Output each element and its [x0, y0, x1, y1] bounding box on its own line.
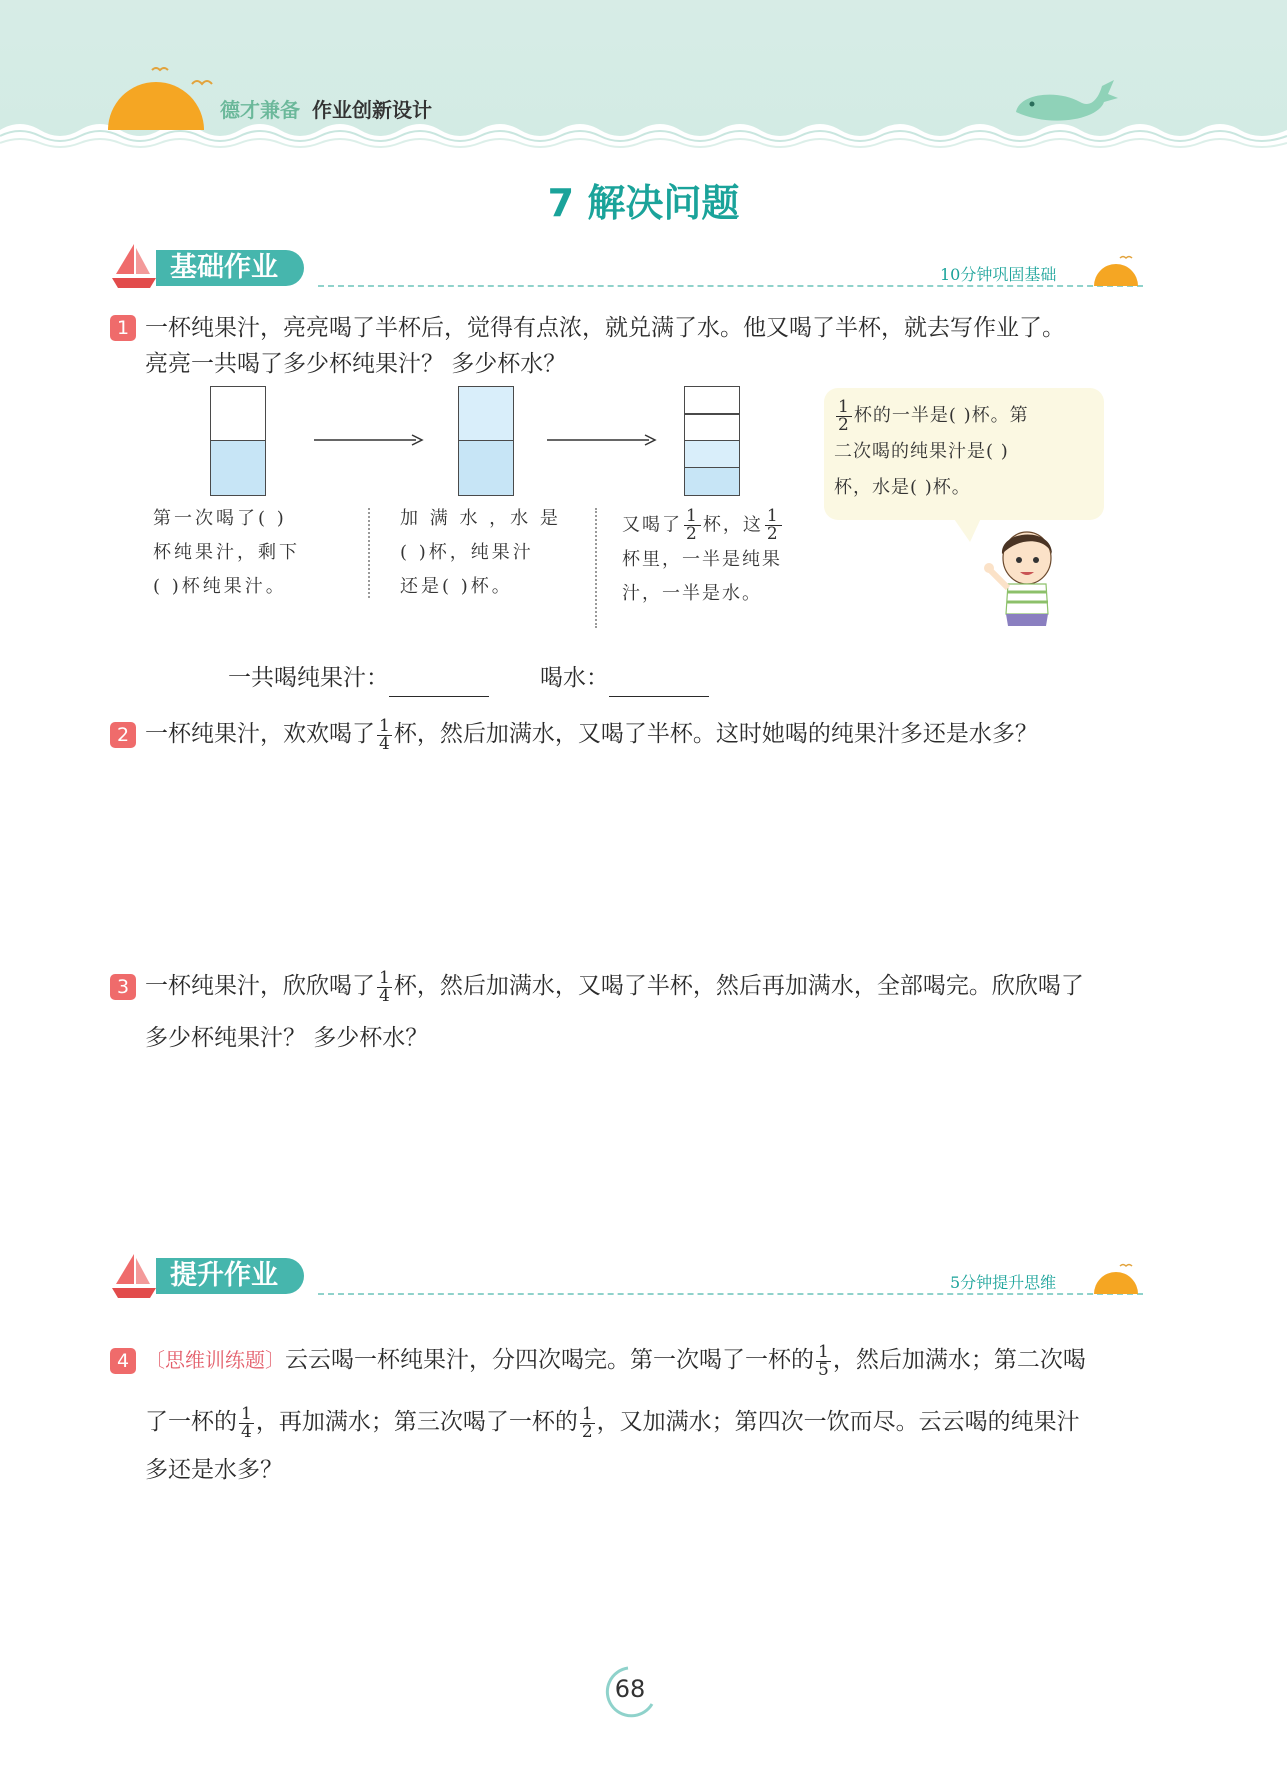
- divider: [368, 508, 370, 598]
- question-number: 4: [110, 1348, 136, 1374]
- section-advanced-title: 提升作业: [156, 1258, 304, 1294]
- brand-subtitle: 作业创新设计: [312, 98, 432, 122]
- section-advanced-note: 5分钟提升思维: [950, 1273, 1057, 1292]
- bubble-tail: [952, 516, 982, 546]
- question-number: 3: [110, 974, 136, 1000]
- question-text: 一杯纯果汁，亮亮喝了半杯后，觉得有点浓，就兑满了水。他又喝了半杯，就去写作业了。: [145, 315, 1065, 341]
- sailboat-icon: [110, 1250, 160, 1302]
- section-divider: [318, 1293, 1143, 1295]
- question-text: 多少杯纯果汁？ 多少杯水？: [145, 1025, 429, 1051]
- whale-icon: [1010, 72, 1120, 132]
- boy-illustration: [980, 524, 1070, 628]
- bird-icon: [190, 76, 214, 90]
- step-caption: 第一次喝了( ) 杯纯果汁，剩下 ( )杯纯果汁。: [153, 508, 300, 597]
- fraction: $\frac{1}{4}$: [241, 1403, 252, 1442]
- answer-blank[interactable]: [609, 660, 709, 697]
- answer-blank[interactable]: [389, 660, 489, 697]
- question-tag: 〔思维训练题〕: [145, 1348, 285, 1372]
- question-text: 了一杯的 $\frac{1}{4}$ ，再加满水；第三次喝了一杯的 $\frac{1}{2}$ ，又加满水；第四次一饮而尽。云云喝的纯果汁: [145, 1403, 1080, 1442]
- arrow-icon: [312, 432, 424, 448]
- section-basic-note: 10分钟巩固基础: [940, 265, 1057, 284]
- question-number: 2: [110, 722, 136, 748]
- question-text: 〔思维训练题〕云云喝一杯纯果汁，分四次喝完。第一次喝了一杯的 $\frac{1}{5}$ ，然后加满水；第二次喝: [145, 1341, 1086, 1380]
- section-divider: [318, 285, 1143, 287]
- answer-label-juice: 一共喝纯果汁：: [228, 665, 389, 691]
- sun-icon: [1090, 252, 1146, 292]
- answer-label-water: 喝水：: [540, 665, 609, 691]
- fraction: $\frac{1}{4}$: [379, 715, 390, 754]
- sun-icon: [100, 62, 210, 132]
- arrow-icon: [545, 432, 657, 448]
- step-caption: 加 满 水 ，水 是 ( )杯，纯果汁 还是( )杯。: [400, 508, 561, 597]
- divider: [595, 508, 597, 628]
- sailboat-icon: [110, 240, 160, 292]
- question-number: 1: [110, 315, 136, 341]
- fraction: $\frac{1}{5}$: [818, 1341, 829, 1380]
- fraction: $\frac{1}{2}$: [838, 396, 850, 435]
- fraction: $\frac{1}{2}$: [686, 506, 699, 544]
- fraction: $\frac{1}{4}$: [379, 967, 390, 1006]
- question-text: 一杯纯果汁，欢欢喝了 $\frac{1}{4}$ 杯，然后加满水，又喝了半杯。这时她喝的纯果汁多还是水多？: [145, 715, 1038, 754]
- step-caption: 又喝了 $\frac{1}{2}$ 杯，这 $\frac{1}{2}$ 杯里，一半是纯果 汁，一半是水。: [622, 506, 782, 604]
- cup-illustration: [210, 386, 266, 496]
- question-text: 多还是水多？: [145, 1457, 283, 1483]
- question-text: 一杯纯果汁，欣欣喝了 $\frac{1}{4}$ 杯，然后加满水，又喝了半杯，然后再加满水，全部喝完。欣欣喝了: [145, 967, 1084, 1006]
- bubble-text: $\frac{1}{2}$ 杯的一半是( )杯。第 二次喝的纯果汁是( ) 杯，水是( )杯。: [834, 396, 1029, 498]
- brand-name: 德才兼备: [220, 98, 300, 122]
- cup-illustration: [684, 386, 740, 496]
- section-basic-title: 基础作业: [156, 250, 304, 286]
- question-text: 亮亮一共喝了多少杯纯果汁？ 多少杯水？: [145, 351, 567, 377]
- page-title: 7 解决问题: [547, 181, 740, 225]
- fraction: $\frac{1}{2}$: [581, 1403, 593, 1442]
- page-number: 68: [614, 1675, 646, 1703]
- fraction: $\frac{1}{2}$: [766, 506, 780, 544]
- cup-illustration: [458, 386, 514, 496]
- sun-icon: [1090, 1260, 1146, 1300]
